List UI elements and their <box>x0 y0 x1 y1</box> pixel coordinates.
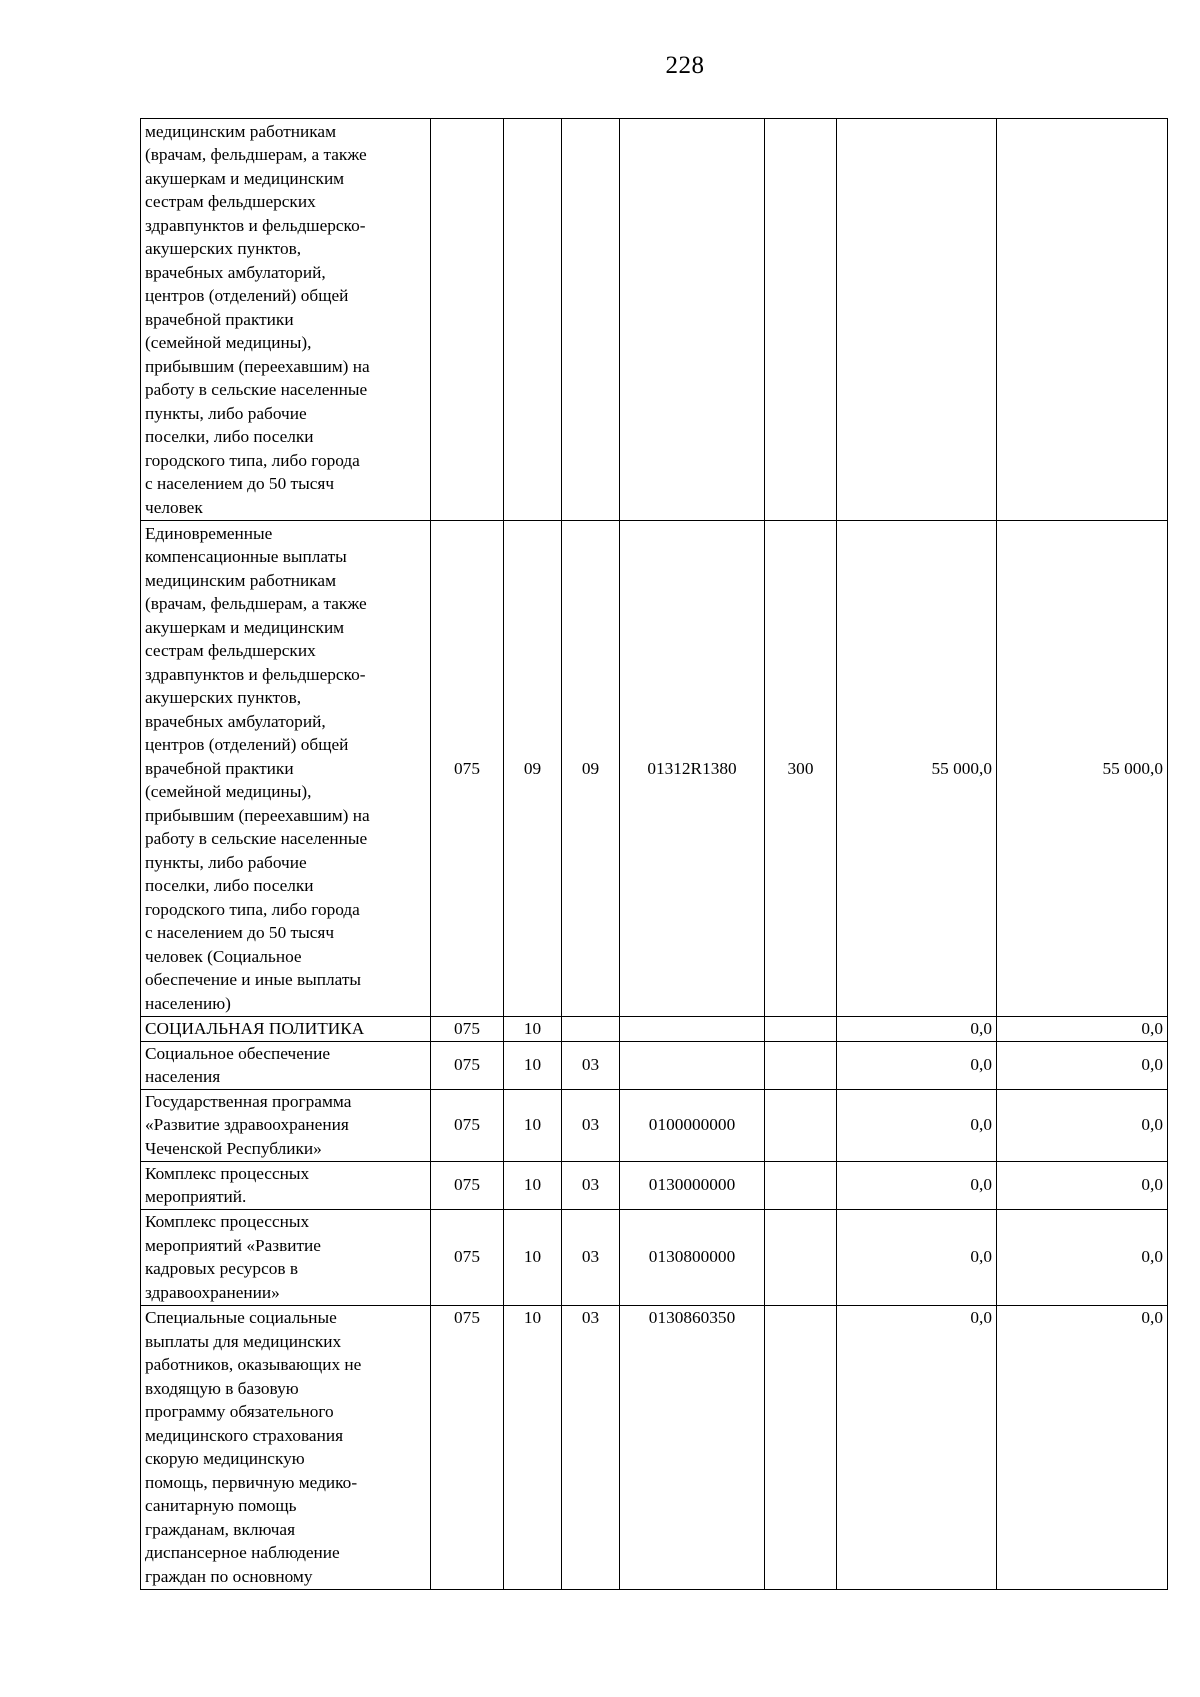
cell-sum-2: 0,0 <box>997 1089 1168 1161</box>
cell-pr: 09 <box>562 521 620 1017</box>
cell-rz: 10 <box>504 1161 562 1209</box>
cell-pr: 03 <box>562 1161 620 1209</box>
cell-rz: 10 <box>504 1089 562 1161</box>
table-row <box>141 1041 1168 1089</box>
cell-ved: 075 <box>431 1041 504 1089</box>
cell-ved: 075 <box>431 1305 504 1589</box>
cell-name: СОЦИАЛЬНАЯ ПОЛИТИКА <box>141 1017 431 1042</box>
cell-sum-2: 0,0 <box>997 1017 1168 1042</box>
cell-sum-2: 0,0 <box>997 1209 1168 1305</box>
cell-sum-2: 55 000,0 <box>997 521 1168 1017</box>
budget-table <box>140 118 1168 1590</box>
cell-rz: 10 <box>504 1017 562 1042</box>
cell-vr: 300 <box>765 521 837 1017</box>
cell-sum-1: 0,0 <box>837 1041 997 1089</box>
cell-ved: 075 <box>431 1017 504 1042</box>
cell-rz: 10 <box>504 1305 562 1589</box>
cell-vr <box>765 1089 837 1161</box>
cell-sum-1: 0,0 <box>837 1089 997 1161</box>
cell-csr: 0100000000 <box>620 1089 765 1161</box>
cell-csr <box>620 1041 765 1089</box>
cell-vr <box>765 1161 837 1209</box>
table-row <box>141 1209 1168 1305</box>
cell-rz: 09 <box>504 521 562 1017</box>
cell-rz <box>504 119 562 521</box>
cell-rz: 10 <box>504 1209 562 1305</box>
cell-pr <box>562 1017 620 1042</box>
cell-csr: 0130800000 <box>620 1209 765 1305</box>
cell-name: Специальные социальные выплаты для медицинских работников, оказывающих не входящую в базовую программу обязательного медицинского страхования скорую медицинскую помощь, первичную медико- санитарную помощь гражданам, включая диспансерное наблюдение граждан по основному <box>141 1305 431 1589</box>
cell-ved: 075 <box>431 1089 504 1161</box>
cell-sum-1: 55 000,0 <box>837 521 997 1017</box>
cell-ved <box>431 119 504 521</box>
cell-ved: 075 <box>431 1209 504 1305</box>
table-row <box>141 1017 1168 1042</box>
cell-vr <box>765 1041 837 1089</box>
table-row <box>141 119 1168 521</box>
table-row <box>141 1089 1168 1161</box>
cell-csr <box>620 119 765 521</box>
cell-csr <box>620 1017 765 1042</box>
cell-name: медицинским работникам (врачам, фельдшерам, а также акушеркам и медицинским сестрам фельдшерских здравпунктов и фельдшерско- акушерских пунктов, врачебных амбулаторий, центров (отделений) общей врачебной практики (семейной медицины), прибывшим (переехавшим) на работу в сельские населенные пункты, либо рабочие поселки, либо поселки городского типа, либо города с населением до 50 тысяч человек <box>141 119 431 521</box>
cell-name: Комплекс процессных мероприятий «Развитие кадровых ресурсов в здравоохранении» <box>141 1209 431 1305</box>
cell-sum-2: 0,0 <box>997 1305 1168 1589</box>
cell-ved: 075 <box>431 521 504 1017</box>
cell-sum-1: 0,0 <box>837 1305 997 1589</box>
cell-sum-2: 0,0 <box>997 1161 1168 1209</box>
cell-vr <box>765 1017 837 1042</box>
cell-rz: 10 <box>504 1041 562 1089</box>
table-row <box>141 1305 1168 1589</box>
cell-name: Государственная программа «Развитие здравоохранения Чеченской Республики» <box>141 1089 431 1161</box>
page-number: 228 <box>665 52 705 79</box>
cell-ved: 075 <box>431 1161 504 1209</box>
cell-name: Комплекс процессных мероприятий. <box>141 1161 431 1209</box>
cell-name: Социальное обеспечение населения <box>141 1041 431 1089</box>
cell-sum-2 <box>997 119 1168 521</box>
table-row <box>141 521 1168 1017</box>
cell-sum-1: 0,0 <box>837 1017 997 1042</box>
cell-pr: 03 <box>562 1041 620 1089</box>
cell-vr <box>765 1209 837 1305</box>
cell-vr <box>765 1305 837 1589</box>
cell-vr <box>765 119 837 521</box>
cell-name: Единовременные компенсационные выплаты медицинским работникам (врачам, фельдшерам, а также акушеркам и медицинским сестрам фельдшерских здравпунктов и фельдшерско- акушерских пунктов, врачебных амбулаторий, центров (отделений) общей врачебной практики (семейной медицины), прибывшим (переехавшим) на работу в сельские населенные пункты, либо рабочие поселки, либо поселки городского типа, либо города с населением до 50 тысяч человек (Социальное обеспечение и иные выплаты населению) <box>141 521 431 1017</box>
cell-sum-1 <box>837 119 997 521</box>
cell-csr: 0130000000 <box>620 1161 765 1209</box>
cell-pr: 03 <box>562 1089 620 1161</box>
cell-pr <box>562 119 620 521</box>
cell-sum-2: 0,0 <box>997 1041 1168 1089</box>
cell-pr: 03 <box>562 1305 620 1589</box>
cell-csr: 01312R1380 <box>620 521 765 1017</box>
table-row <box>141 1161 1168 1209</box>
cell-sum-1: 0,0 <box>837 1161 997 1209</box>
cell-csr: 0130860350 <box>620 1305 765 1589</box>
cell-sum-1: 0,0 <box>837 1209 997 1305</box>
cell-pr: 03 <box>562 1209 620 1305</box>
